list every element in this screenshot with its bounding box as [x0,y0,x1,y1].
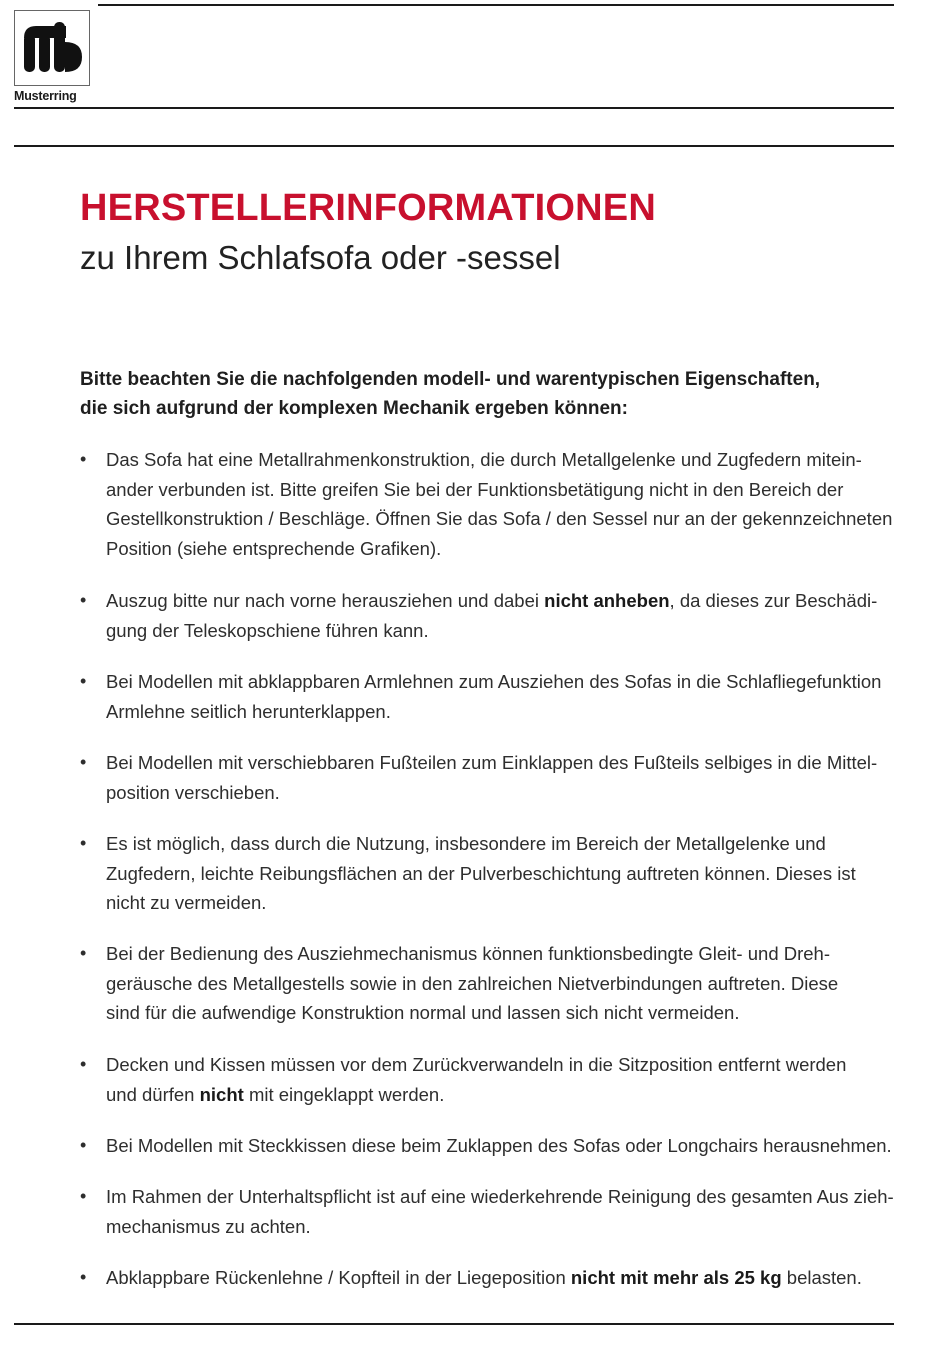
text-line: Decken und Kissen müssen vor dem Zurückverwandeln in die Sitzposition entfernt werden [106,1054,847,1075]
list-item-text [106,1131,896,1161]
text-line [106,586,896,616]
bullet-icon: • [80,449,87,469]
list-item-text [106,829,896,918]
text-line: Es ist möglich, dass durch die Nutzung, insbesondere im Bereich der Metallgelenke und [106,833,826,854]
bullet-icon: • [80,671,87,691]
text-line: position verschieben. [106,781,280,803]
page-title: HERSTELLERINFORMATIONEN [80,187,656,229]
logo-emblem-icon [22,20,84,76]
text-line [106,1080,896,1110]
logo-bottom-rule [14,107,894,109]
text-line: Gestellkonstruktion / Beschläge. Öffnen Sie das Sofa / den Sessel nur an der gekennzeichneten [106,508,893,529]
text-line: geräusche des Metallgestells sowie in den zahlreichen Nietverbindungen auftreten. Diese [106,972,839,994]
list-item-text [106,586,896,645]
emphasis-text: nicht mit mehr als 25 kg [570,1267,782,1288]
top-rule [98,4,894,6]
text-line [106,1263,896,1293]
text-span: Auszug bitte nur nach vorne herausziehen und dabei [106,590,545,611]
list-item-text [106,445,896,563]
text-line: gung der Teleskopschiene führen kann. [106,619,429,641]
page-subtitle: zu Ihrem Schlafsofa oder -sessel [80,239,561,276]
text-line: Im Rahmen der Unterhaltspflicht ist auf eine wiederkehrende Reinigung des gesamten Aus zieh- [106,1186,894,1207]
intro-line: die sich aufgrund der komplexen Mechanik ergeben können: [80,398,628,419]
text-line: sind für die aufwendige Konstruktion normal und lassen sich nicht vermeiden. [106,1002,740,1023]
text-line: mechanismus zu achten. [106,1215,311,1237]
text-line: Das Sofa hat eine Metallrahmenkonstruktion, die durch Metallgelenke und Zugfedern mitein- [106,449,862,470]
musterring-logo [14,10,94,106]
bullet-icon: • [80,833,87,853]
text-line: Bei Modellen mit abklappbaren Armlehnen zum Ausziehen des Sofas in die Schlafliegefunktion [106,671,882,692]
list-item-text [106,939,896,1028]
text-line: Position (siehe entsprechende Grafiken). [106,537,442,559]
list-item-text [106,1263,896,1293]
text-line: Zugfedern, leichte Reibungsflächen an der Pulverbeschichtung auftreten können. Dieses ist [106,862,856,884]
logo-mark [14,10,90,86]
bullet-icon: • [80,1054,87,1074]
header-rule [14,145,894,147]
text-line: ander verbunden ist. Bitte greifen Sie bei der Funktionsbetätigung nicht in den Bereich der [106,478,844,500]
intro-paragraph [80,365,880,423]
intro-line: Bitte beachten Sie die nachfolgenden modell- und warentypischen Eigenschaften, [80,369,821,390]
bullet-icon: • [80,1135,87,1155]
text-span: Abklappbare Rückenlehne / Kopfteil in der Liegeposition [106,1267,571,1288]
list-item-text [106,1050,896,1109]
logo-label: Musterring [14,89,77,103]
list-item-text [106,748,896,807]
bullet-icon: • [80,590,87,610]
text-span: belasten. [781,1267,862,1288]
footer-rule [14,1323,894,1325]
text-line: Bei Modellen mit verschiebbaren Fußteilen zum Einklappen des Fußteils selbiges in die Mittel- [106,752,878,773]
text-line: Bei der Bedienung des Ausziehmechanismus können funktionsbedingte Gleit- und Dreh- [106,943,831,964]
bullet-icon: • [80,752,87,772]
bullet-icon: • [80,1186,87,1206]
text-line: nicht zu vermeiden. [106,892,267,913]
emphasis-text: nicht anheben [544,590,670,611]
text-line: Armlehne seitlich herunterklappen. [106,700,391,722]
text-line: Bei Modellen mit Steckkissen diese beim Zuklappen des Sofas oder Longchairs herausnehmen. [106,1135,892,1156]
bullet-icon: • [80,1267,87,1287]
bullet-icon: • [80,943,87,963]
list-item-text [106,667,896,726]
text-span: , da dieses zur Beschädi- [669,590,878,611]
emphasis-text: nicht [199,1083,244,1105]
text-span: mit eingeklappt werden. [243,1083,445,1105]
list-item-text [106,1182,896,1241]
text-span: und dürfen [106,1083,200,1105]
